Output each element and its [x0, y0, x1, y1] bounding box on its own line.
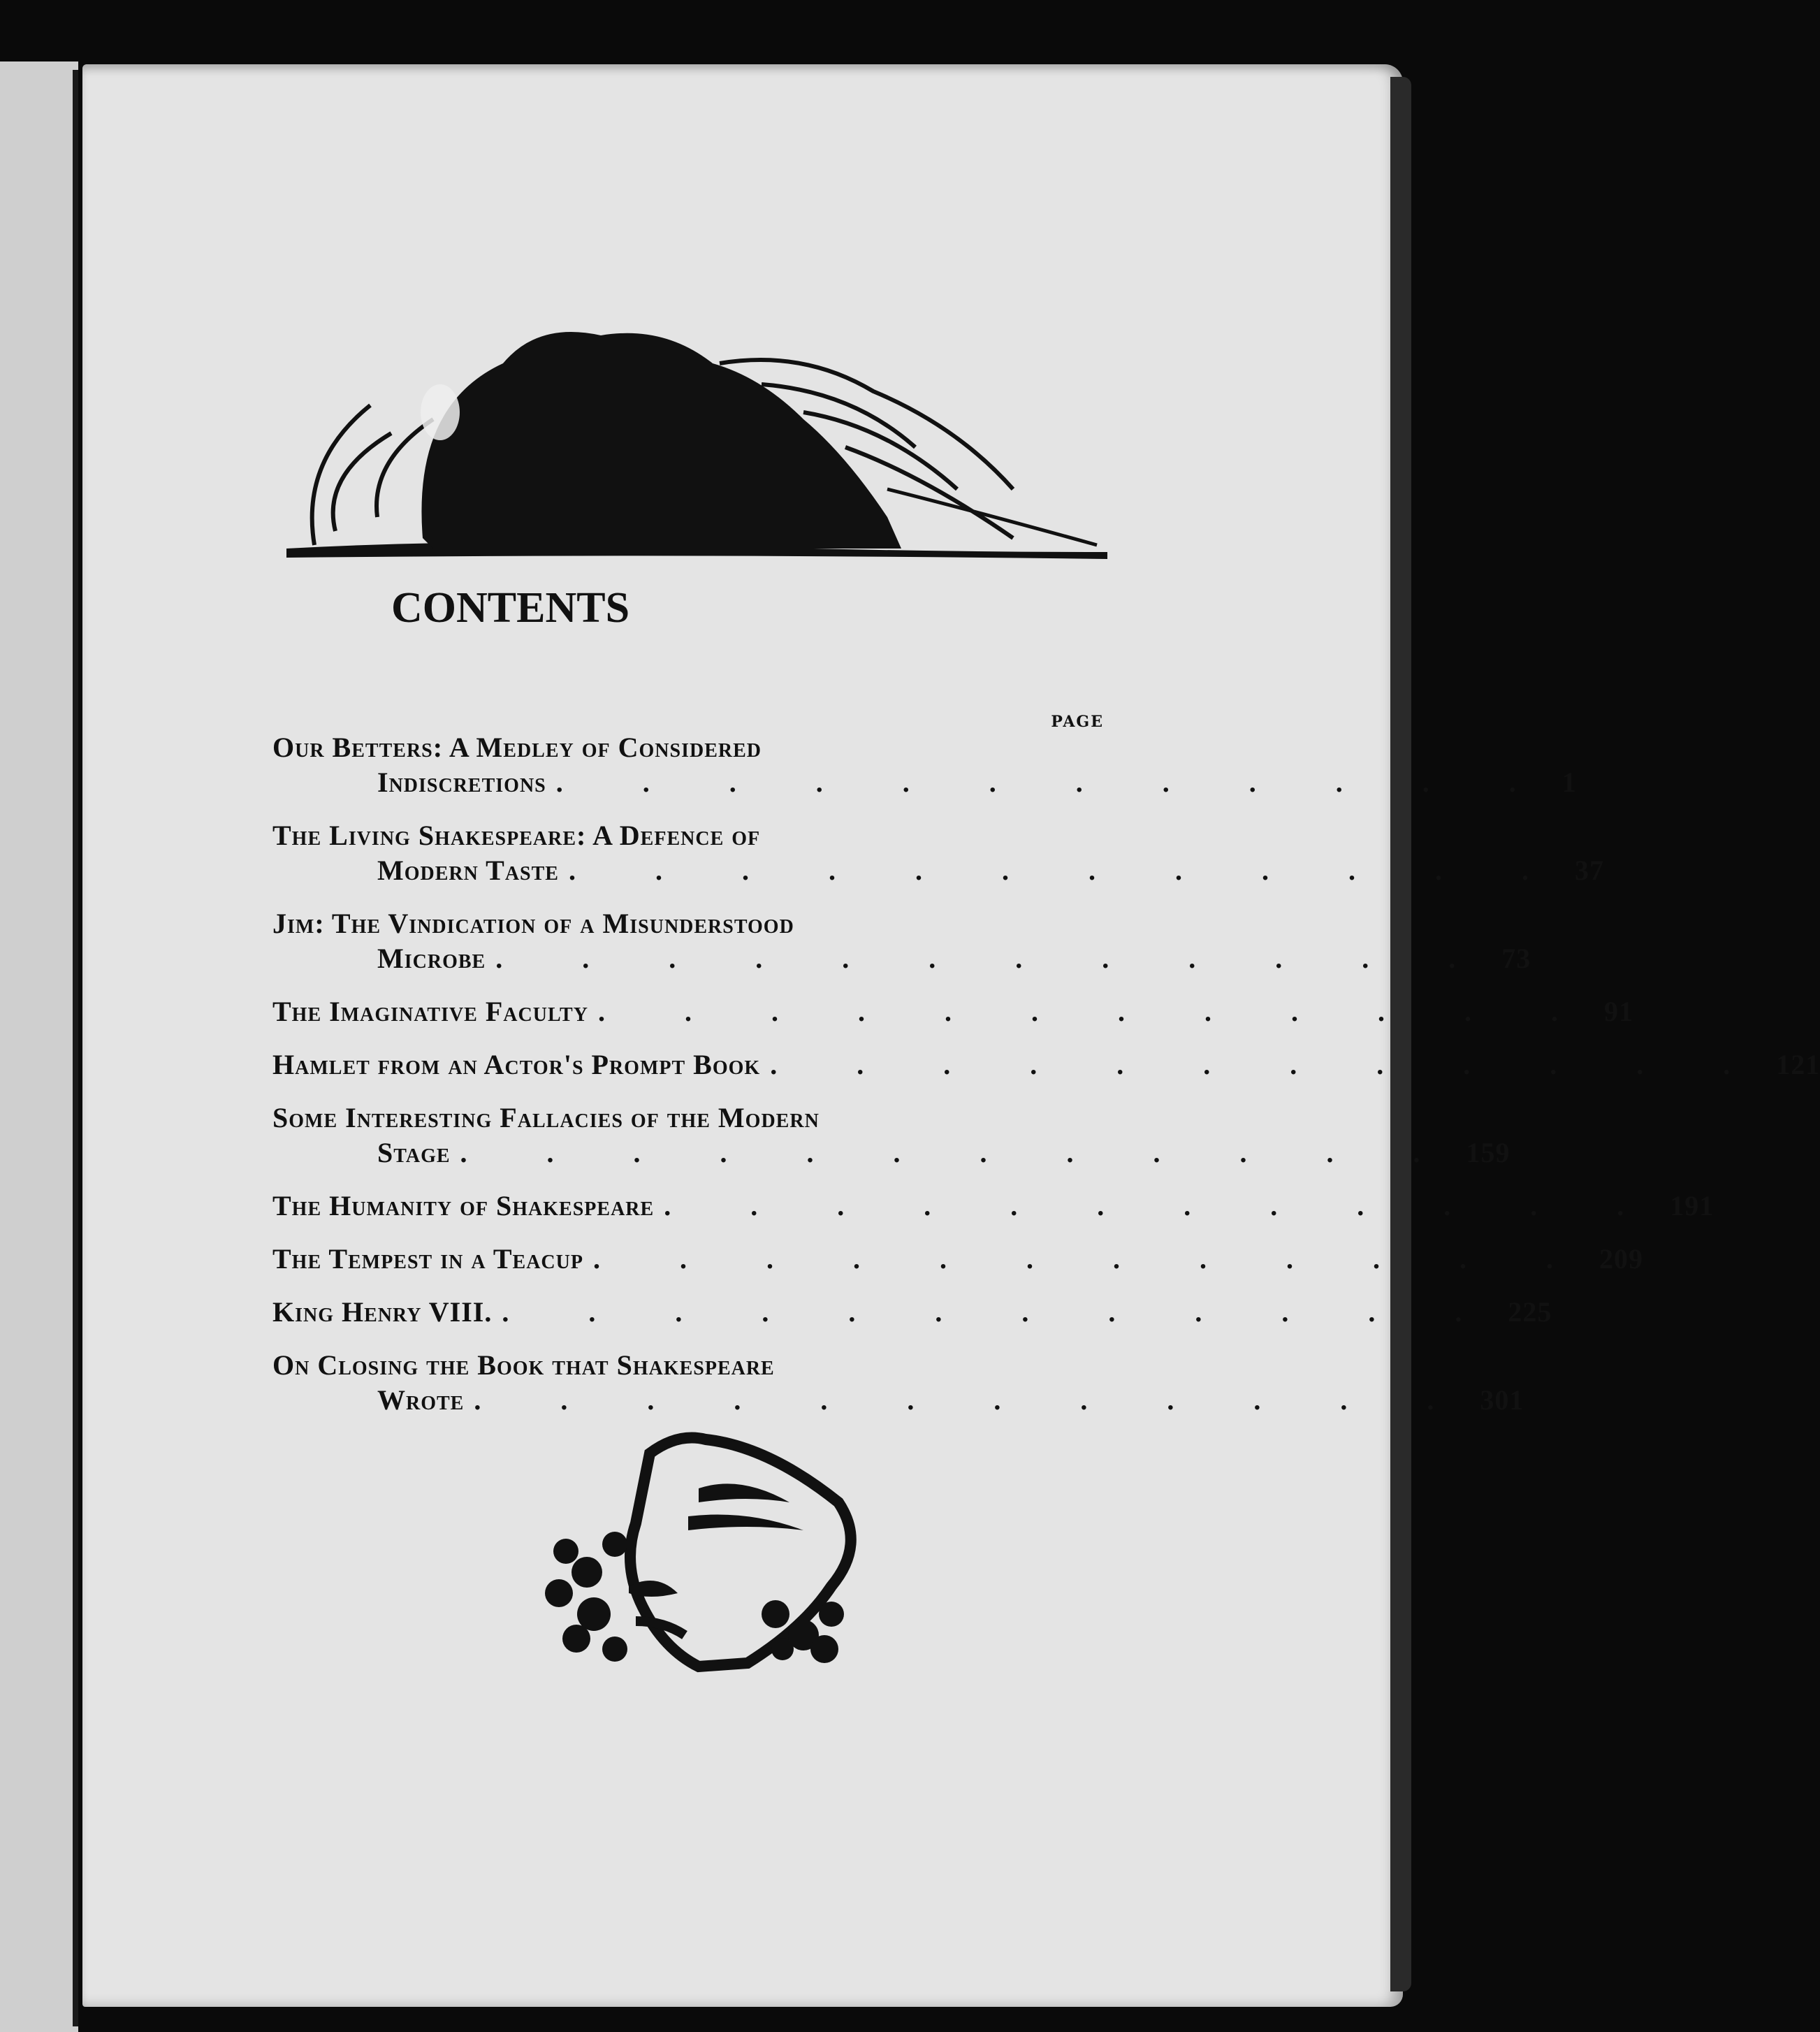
page-number: 121 — [1776, 1049, 1820, 1080]
entry-title-continued: Microbe — [377, 943, 486, 974]
entry-title: On Closing the Book that Shakespeare — [272, 1349, 775, 1381]
entry-title: Jim: The Vindication of a Misunderstood — [272, 908, 794, 939]
dot-leader: . . . . . . . . . . . . — [555, 767, 1552, 798]
entry-title: Some Interesting Fallacies of the Modern — [272, 1102, 820, 1133]
page-number: 91 — [1603, 996, 1633, 1027]
entry-title-continued: Modern Taste — [377, 855, 559, 886]
page-number: 1 — [1561, 767, 1577, 798]
left-page-edge — [0, 61, 78, 2032]
entry-title: Our Betters: A Medley of Considered — [272, 732, 762, 763]
page-shadow — [1390, 77, 1411, 1991]
entry-title: The Tempest in a Teacup — [272, 1243, 583, 1275]
entry-title: The Living Shakespeare: A Defence of — [272, 820, 761, 851]
page-number: 301 — [1480, 1384, 1524, 1416]
toc-entry[interactable] — [272, 1295, 1552, 1330]
table-of-contents — [272, 730, 1820, 1436]
entry-title: The Humanity of Shakespeare — [272, 1190, 655, 1221]
dot-leader: . . . . . . . . . . . . — [460, 1137, 1457, 1168]
entry-title-continued: Indiscretions — [377, 767, 546, 798]
toc-entry[interactable] — [272, 1242, 1643, 1277]
dot-leader: . . . . . . . . . . . . — [592, 1243, 1589, 1275]
contents-heading: CONTENTS — [391, 584, 630, 632]
entry-title-continued: Stage — [377, 1137, 451, 1168]
dot-leader: . . . . . . . . . . . . — [474, 1384, 1471, 1416]
dot-leader: . . . . . . . . . . . . — [664, 1190, 1661, 1221]
dot-leader: . . . . . . . . . . . . — [495, 943, 1492, 974]
entry-title: King Henry VIII. — [272, 1296, 493, 1328]
entry-title-continued: Wrote — [377, 1384, 465, 1416]
page-number: 191 — [1670, 1190, 1715, 1221]
toc-entry[interactable] — [272, 906, 1531, 976]
page-number: 37 — [1574, 855, 1604, 886]
page-number: 209 — [1599, 1243, 1643, 1275]
entry-title: The Imaginative Faculty — [272, 996, 588, 1027]
toc-entry[interactable] — [272, 1101, 1510, 1170]
toc-entry[interactable] — [272, 1348, 1524, 1418]
toc-entry[interactable] — [272, 1047, 1820, 1082]
toc-entry[interactable] — [272, 1189, 1715, 1224]
tree-clump-illustration — [272, 307, 1111, 573]
toc-entry[interactable] — [272, 994, 1633, 1029]
dot-leader: . . . . . . . . . . . . — [502, 1296, 1499, 1328]
toc-entry[interactable] — [272, 730, 1577, 800]
dot-leader: . . . . . . . . . . . . — [597, 996, 1594, 1027]
toc-entry[interactable] — [272, 818, 1604, 888]
entry-title: Hamlet from an Actor's Prompt Book — [272, 1049, 761, 1080]
page-column-label: PAGE — [1051, 713, 1104, 731]
binding-edge — [73, 70, 78, 2026]
page-number: 73 — [1501, 943, 1531, 974]
page-number: 159 — [1466, 1137, 1510, 1168]
dot-leader: . . . . . . . . . . . . — [568, 855, 1565, 886]
page-number: 225 — [1508, 1296, 1552, 1328]
mask-illustration — [538, 1425, 859, 1677]
dot-leader: . . . . . . . . . . . . — [770, 1049, 1767, 1080]
